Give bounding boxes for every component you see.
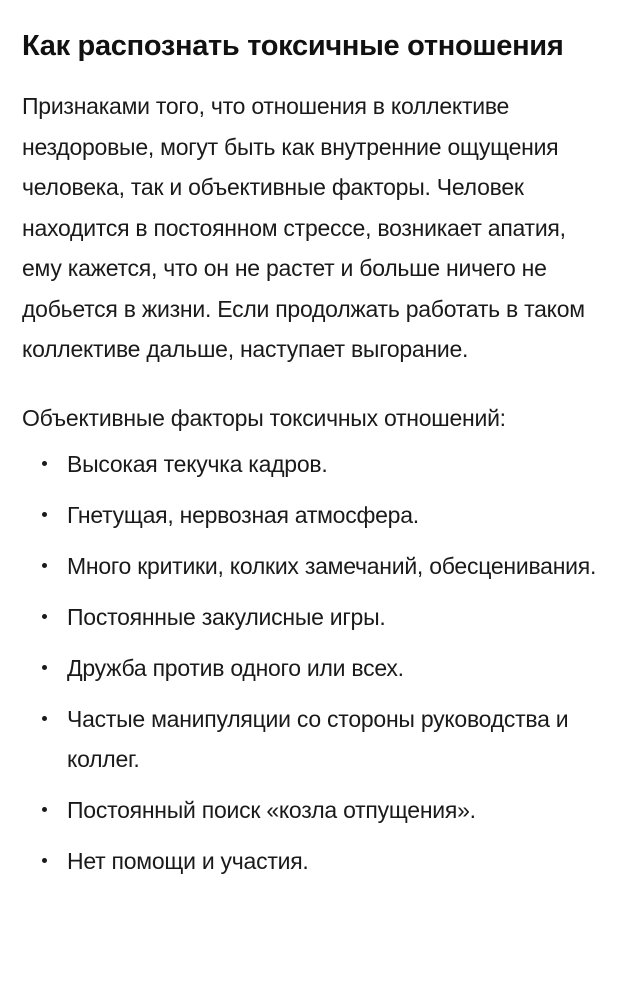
list-item-text: Частые манипуляции со стороны руководства и коллег.	[67, 705, 569, 772]
list-item	[22, 495, 609, 535]
list-item	[22, 699, 609, 779]
list-item	[22, 841, 609, 881]
list-item	[22, 790, 609, 830]
bullet-dot-icon	[42, 461, 47, 466]
list-item-text: Гнетущая, нервозная атмосфера.	[67, 501, 419, 528]
bullet-dot-icon	[42, 512, 47, 517]
article-title: Как распознать токсичные отношения	[22, 30, 564, 62]
bullet-dot-icon	[42, 716, 47, 721]
bullet-dot-icon	[42, 807, 47, 812]
list-item	[22, 546, 609, 586]
bullet-dot-icon	[42, 858, 47, 863]
list-intro: Объективные факторы токсичных отношений:	[22, 404, 506, 431]
list-item-text: Нет помощи и участия.	[67, 847, 309, 874]
list-item	[22, 444, 609, 484]
list-item	[22, 648, 609, 688]
list-item-text: Высокая текучка кадров.	[67, 450, 328, 477]
list-item-text: Много критики, колких замечаний, обесценивания.	[67, 552, 597, 579]
bullet-dot-icon	[42, 665, 47, 670]
list-item-text: Постоянные закулисные игры.	[67, 603, 386, 630]
bullet-dot-icon	[42, 614, 47, 619]
article-paragraph: Признаками того, что отношения в коллективе нездоровые, могут быть как внутренние ощущения человека, так и объективные факторы. Человек находится в постоянном стрессе, возникает апатия, ему кажется, что он не растет и больше ничего не добьется в жизни. Если продолжать работать в таком коллективе дальше, наступает выгорание.	[22, 93, 585, 362]
bullet-dot-icon	[42, 563, 47, 568]
list-item	[22, 597, 609, 637]
factors-list	[22, 444, 609, 881]
list-item-text: Постоянный поиск «козла отпущения».	[67, 796, 476, 823]
list-item-text: Дружба против одного или всех.	[67, 654, 404, 681]
